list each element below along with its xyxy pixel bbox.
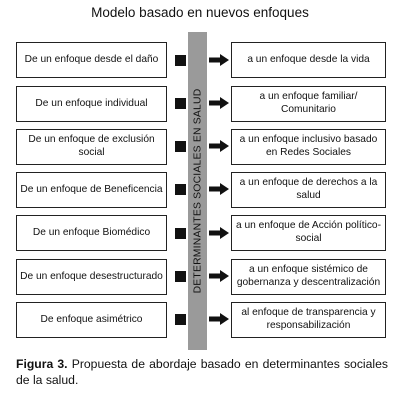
connector-square — [175, 141, 186, 152]
figure-caption — [16, 356, 388, 388]
from-approach-box: De un enfoque desestructurado — [16, 259, 167, 295]
caption-text: Propuesta de abordaje basado en determinantes sociales de la salud. — [16, 357, 388, 388]
connector-square — [175, 228, 186, 239]
to-approach-box: a un enfoque desde la vida — [231, 42, 386, 78]
right-arrow-icon — [209, 183, 229, 195]
diagram-title: Modelo basado en nuevos enfoques — [91, 5, 309, 20]
to-approach-box: a un enfoque de Acción político- social — [231, 215, 386, 251]
from-approach-box: De un enfoque desde el daño — [16, 42, 167, 78]
right-arrow-icon — [209, 227, 229, 239]
connector-square — [175, 98, 186, 109]
to-approach-box: a un enfoque inclusivo basado en Redes Sociales — [231, 129, 386, 165]
right-arrow-icon — [209, 270, 229, 282]
right-arrow-icon — [209, 313, 229, 325]
from-approach-box: De un enfoque individual — [16, 86, 167, 122]
from-approach-box: De un enfoque de exclusión social — [16, 129, 167, 165]
connector-square — [175, 271, 186, 282]
from-approach-box: De un enfoque Biomédico — [16, 215, 167, 251]
from-approach-box: De enfoque asimétrico — [16, 302, 167, 338]
connector-square — [175, 314, 186, 325]
to-approach-box: a un enfoque familiar/ Comunitario — [231, 86, 386, 122]
right-arrow-icon — [209, 140, 229, 152]
from-approach-box: De un enfoque de Beneficencia — [16, 172, 167, 208]
right-arrow-icon — [209, 97, 229, 109]
right-arrow-icon — [209, 54, 229, 66]
to-approach-box: a un enfoque de derechos a la salud — [231, 172, 386, 208]
caption-label: Figura 3. — [16, 357, 68, 371]
to-approach-box: a un enfoque sistémico de gobernanza y descentralización — [231, 259, 386, 295]
connector-square — [175, 55, 186, 66]
band-label: DETERMINANTES SOCIALES EN SALUD — [192, 88, 203, 294]
to-approach-box: al enfoque de transparencia y responsabilización — [231, 302, 386, 338]
connector-square — [175, 184, 186, 195]
